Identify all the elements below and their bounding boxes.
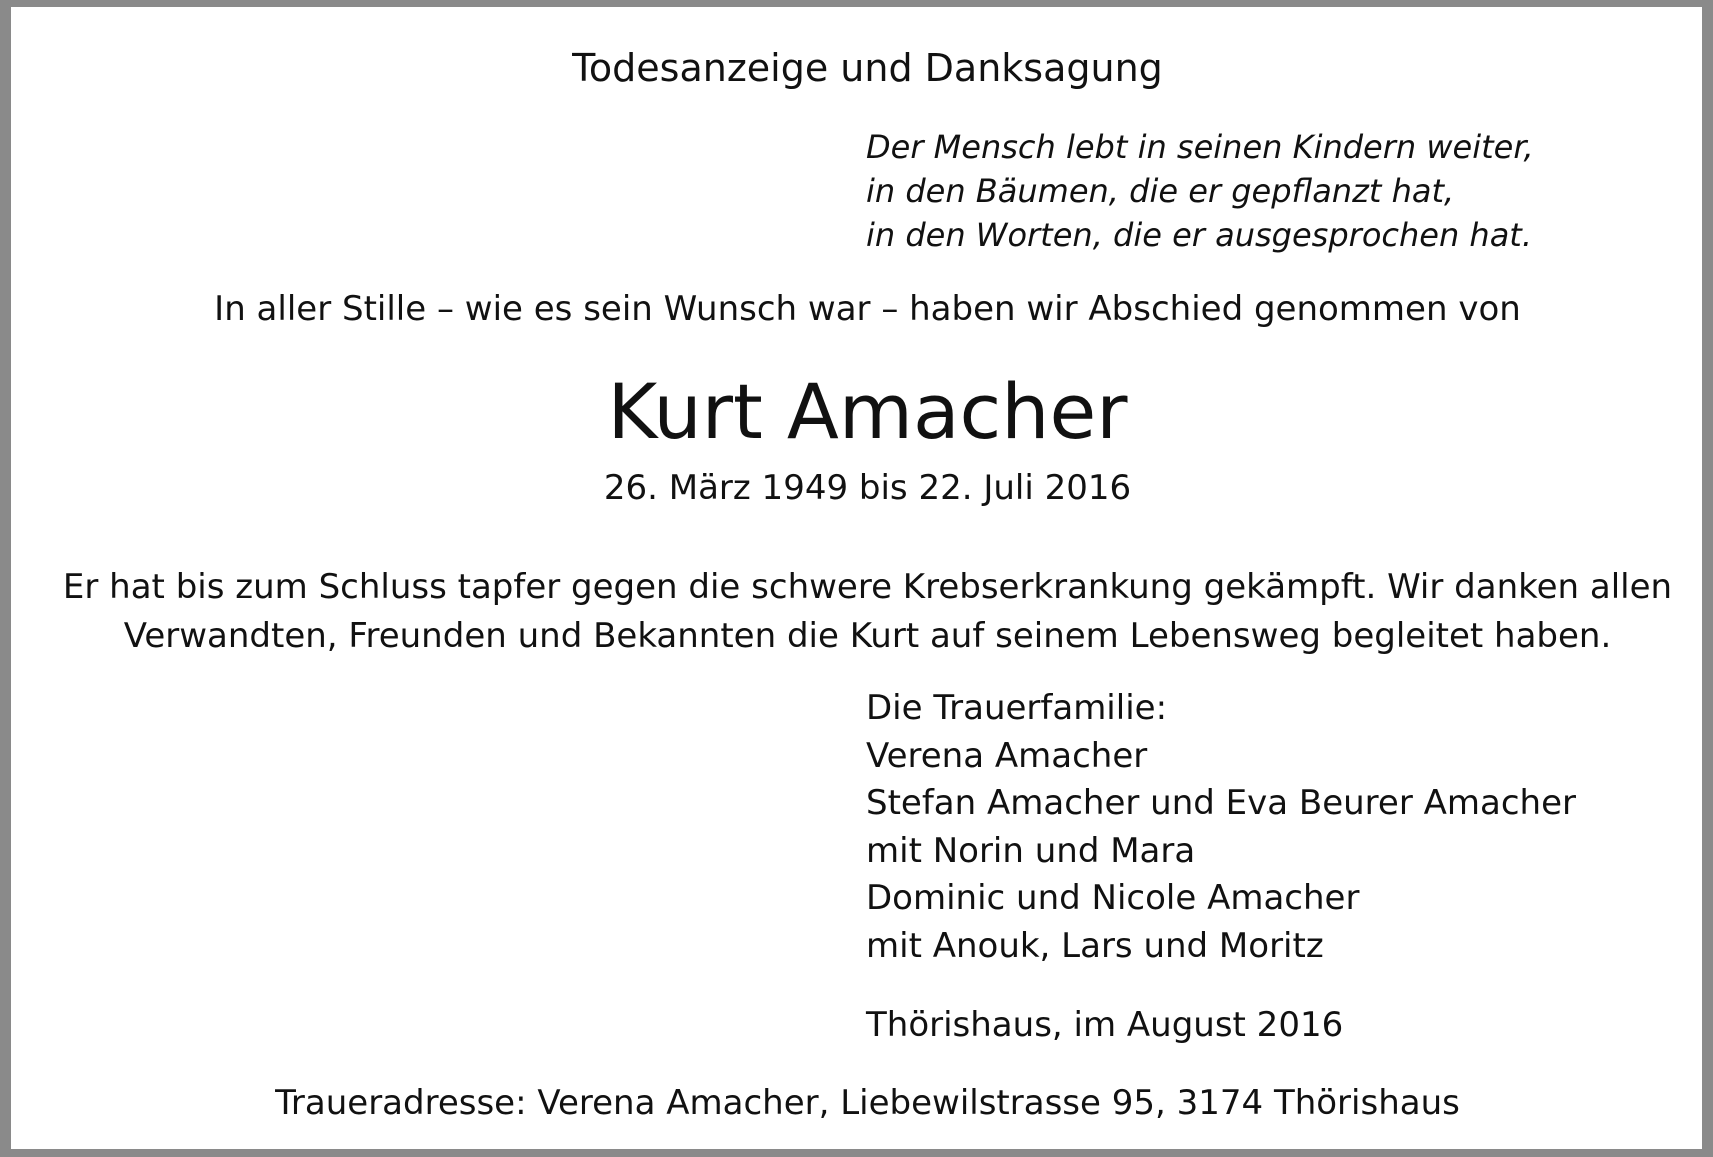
family-member: Verena Amacher [866, 735, 1148, 776]
message-line: Er hat bis zum Schluss tapfer gegen die schwere Krebserkrankung gekämpft. Wir danken allen [62, 567, 1673, 607]
motto-quote [866, 125, 1534, 257]
motto-line: Der Mensch lebt in seinen Kindern weiter, [866, 128, 1534, 166]
motto-line: in den Worten, die er ausgesprochen hat. [866, 216, 1533, 254]
family-member: mit Norin und Mara [866, 830, 1196, 871]
notice-heading: Todesanzeige und Danksagung [572, 46, 1163, 90]
motto-line: in den Bäumen, die er gepflanzt hat, [866, 172, 1455, 210]
thanks-message [11, 563, 1713, 661]
deceased-name: Kurt Amacher [607, 367, 1128, 456]
family-member: Dominic und Nicole Amacher [866, 878, 1360, 918]
intro-text: In aller Stille – wie es sein Wunsch war – haben wir Abschied genommen von [214, 289, 1521, 329]
family-member: Stefan Amacher und Eva Beurer Amacher [866, 783, 1576, 823]
message-line: Verwandten, Freunden und Bekannten die Kurt auf seinem Lebensweg begleitet haben. [123, 616, 1612, 656]
place-date: Thörishaus, im August 2016 [866, 1005, 1344, 1045]
life-dates: 26. März 1949 bis 22. Juli 2016 [603, 468, 1132, 508]
family-member: mit Anouk, Lars und Moritz [866, 925, 1324, 966]
family-heading: Die Trauerfamilie: [866, 688, 1168, 728]
mourning-family [866, 685, 1576, 970]
mourning-address: Traueradresse: Verena Amacher, Liebewilstrasse 95, 3174 Thörishaus [275, 1083, 1460, 1123]
